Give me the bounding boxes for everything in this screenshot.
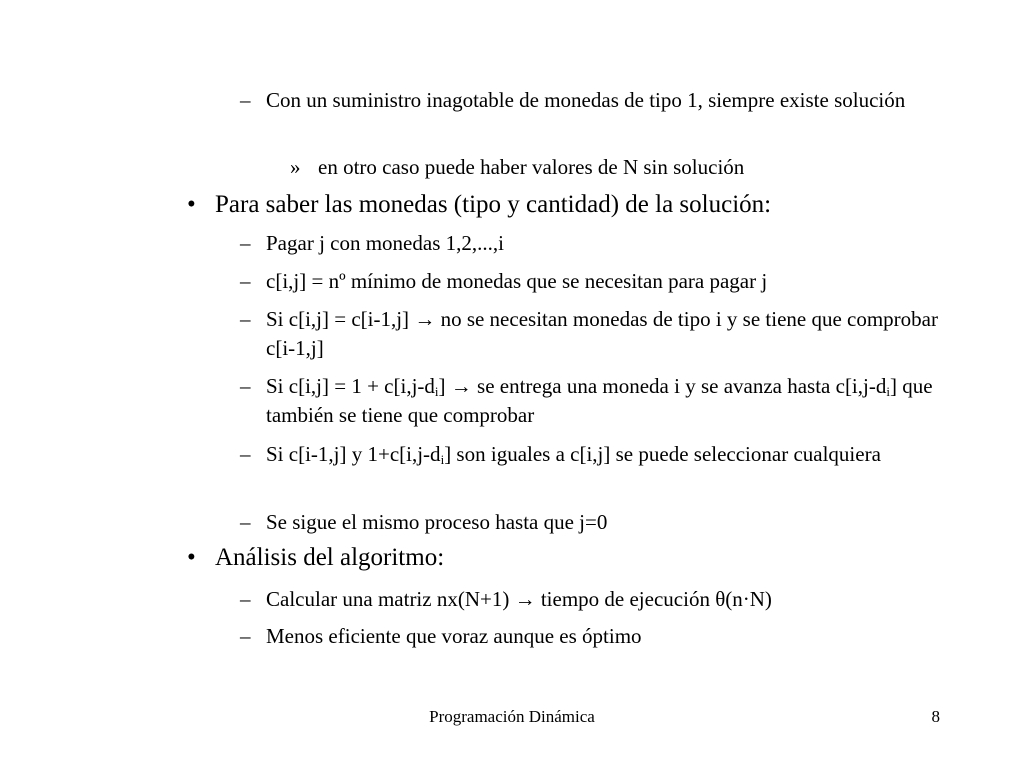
bullet-item — [240, 305, 956, 363]
bullet-marker: – — [240, 231, 251, 255]
bullet-text: se entrega una moneda i y se avanza hasta c[i,j-d — [471, 374, 887, 398]
bullet-text: Análisis del algoritmo: — [215, 544, 445, 571]
bullet-text: Calcular una matriz nx(N+1) — [266, 587, 515, 611]
bullet-text: Menos eficiente que voraz aunque es óptimo — [266, 624, 642, 648]
bullet-text: Si c[i,j] = c[i-1,j] — [266, 307, 415, 331]
bullet-marker: • — [187, 544, 196, 571]
bullet-item — [240, 622, 956, 651]
bullet-marker: – — [240, 624, 251, 648]
bullet-text: ] — [438, 374, 451, 398]
bullet-text: Para saber las monedas (tipo y cantidad) de la solución: — [215, 191, 772, 218]
page-number: 8 — [931, 707, 940, 726]
bullet-marker: – — [240, 88, 251, 112]
bullet-text: c[i,j] = nº mínimo de monedas que se necesitan para pagar j — [266, 269, 768, 293]
bullet-text: ] son iguales a c[i,j] se puede seleccionar cualquiera — [444, 442, 881, 466]
bullet-item — [187, 542, 955, 574]
bullet-item — [240, 229, 956, 258]
bullet-text: Se sigue el mismo proceso hasta que j=0 — [266, 510, 608, 534]
bullet-item — [240, 585, 956, 614]
bullet-item — [240, 440, 956, 469]
bullet-item — [240, 508, 956, 537]
bullet-text: no se necesitan monedas de tipo i y se tiene que comprobar c[i-1,j] — [266, 307, 938, 360]
bullet-marker: » — [290, 155, 301, 179]
subscript: i — [434, 384, 439, 399]
bullet-marker: – — [240, 510, 251, 534]
bullet-marker: • — [187, 191, 196, 218]
bullet-text: en otro caso puede haber valores de N sin solución — [318, 155, 745, 179]
bullet-marker: – — [240, 374, 251, 398]
subscript: i — [886, 384, 890, 399]
bullet-item — [240, 86, 956, 115]
bullet-marker: – — [240, 587, 251, 611]
bullet-text: Con un suministro inagotable de monedas de tipo 1, siempre existe solución — [266, 88, 906, 112]
arrow-right-icon: → — [514, 587, 536, 611]
bullet-marker: – — [240, 307, 251, 331]
bullet-item — [240, 372, 956, 430]
bullet-text: ] que también se tiene que comprobar — [266, 374, 933, 427]
bullet-text: Si c[i,j] = 1 + c[i,j-d — [266, 374, 435, 398]
bullet-marker: – — [240, 442, 251, 466]
subscript: i — [440, 452, 445, 467]
bullet-item — [240, 267, 956, 296]
bullet-text: Si c[i-1,j] y 1+c[i,j-d — [266, 442, 441, 466]
bullet-item — [290, 153, 958, 182]
footer-title: Programación Dinámica — [429, 707, 595, 726]
arrow-right-icon: → — [414, 307, 436, 331]
bullet-text: tiempo de ejecución θ(n·N) — [535, 587, 772, 611]
bullet-item — [187, 189, 955, 221]
arrow-right-icon: → — [450, 374, 472, 398]
bullet-text: Pagar j con monedas 1,2,...,i — [266, 231, 504, 255]
bullet-marker: – — [240, 269, 251, 293]
